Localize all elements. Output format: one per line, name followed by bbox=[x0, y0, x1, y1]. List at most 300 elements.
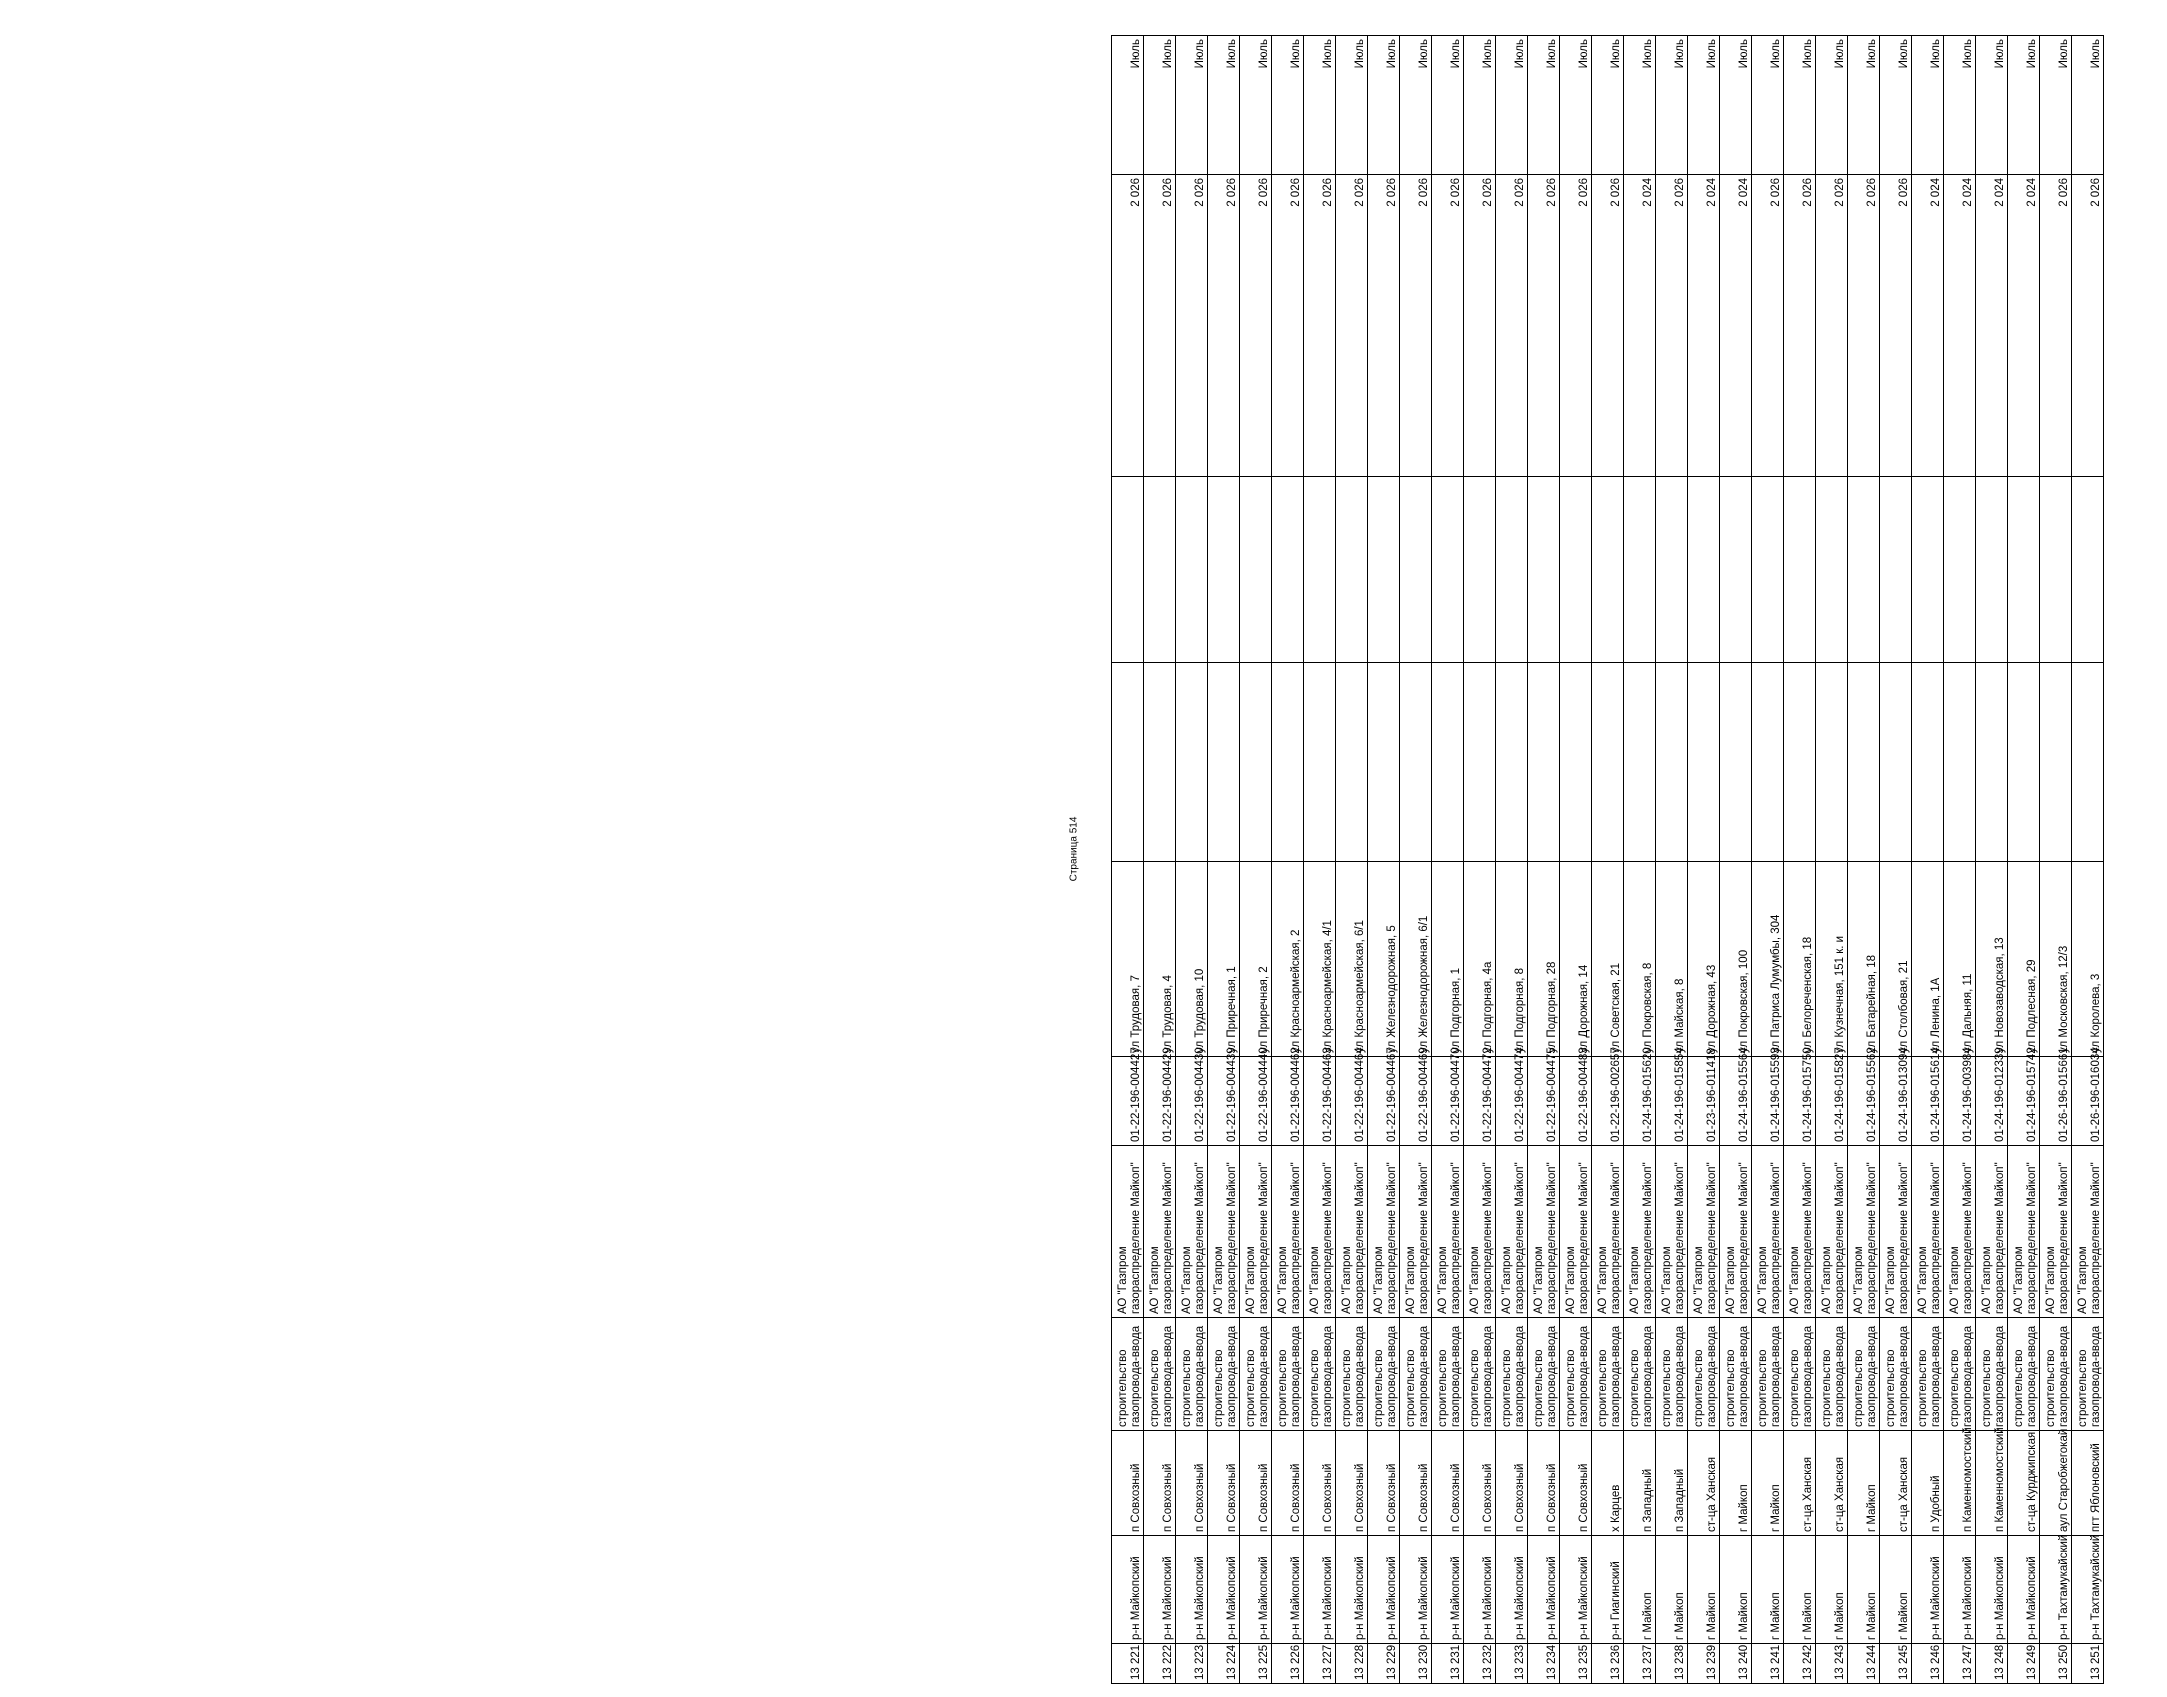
month-cell: Июль bbox=[1176, 36, 1208, 175]
page-number: Страница 514 bbox=[1068, 816, 1080, 882]
object-code-cell: 01-22-196-004474 bbox=[1496, 1057, 1528, 1146]
work-type-cell-line: строительство bbox=[1565, 1349, 1577, 1427]
district-cell: г Майкоп bbox=[1848, 1536, 1880, 1644]
work-type-cell-line: строительство bbox=[1245, 1349, 1257, 1427]
empty-cell bbox=[1368, 477, 1400, 663]
table-row bbox=[2008, 36, 2040, 1684]
table-row bbox=[1144, 36, 1176, 1684]
locality-cell: п Совхозный bbox=[1304, 1431, 1336, 1536]
empty-cell bbox=[1624, 477, 1656, 663]
organization-cell bbox=[1720, 1146, 1752, 1318]
address-cell: ул Подгорная, 1 bbox=[1432, 862, 1464, 1057]
table-row bbox=[1496, 36, 1528, 1684]
work-type-cell-line: строительство bbox=[1405, 1349, 1417, 1427]
district-cell: г Майкоп bbox=[1880, 1536, 1912, 1644]
object-code-cell: 01-24-196-015564 bbox=[1720, 1057, 1752, 1146]
object-code-cell: 01-22-196-004462 bbox=[1272, 1057, 1304, 1146]
organization-cell bbox=[1368, 1146, 1400, 1318]
object-code-cell: 01-24-196-015854 bbox=[1656, 1057, 1688, 1146]
work-type-cell-line: строительство bbox=[1469, 1349, 1481, 1427]
month-cell: Июль bbox=[2008, 36, 2040, 175]
table-row bbox=[1528, 36, 1560, 1684]
year-cell: 2 026 bbox=[1368, 175, 1400, 477]
year-cell: 2 026 bbox=[1560, 175, 1592, 477]
row-number: 13 250 bbox=[2040, 1644, 2072, 1684]
organization-cell bbox=[1528, 1146, 1560, 1318]
locality-cell: п Совхозный bbox=[1240, 1431, 1272, 1536]
work-type-cell-line: строительство bbox=[1885, 1349, 1897, 1427]
empty-cell bbox=[1432, 663, 1464, 862]
address-cell: ул Трудовая, 4 bbox=[1144, 862, 1176, 1057]
work-type-cell-line: строительство bbox=[1437, 1349, 1449, 1427]
work-type-cell bbox=[1848, 1318, 1880, 1431]
address-cell: ул Красноармейская, 6/1 bbox=[1336, 862, 1368, 1057]
work-type-cell-line: строительство bbox=[2013, 1349, 2025, 1427]
organization-cell-line: АО "Газпром bbox=[1757, 1246, 1769, 1314]
table-row bbox=[1592, 36, 1624, 1684]
empty-cell bbox=[1688, 477, 1720, 663]
row-number: 13 249 bbox=[2008, 1644, 2040, 1684]
locality-cell: ст-ца Ханская bbox=[1784, 1431, 1816, 1536]
table-row bbox=[2040, 36, 2072, 1684]
locality-cell: п Западный bbox=[1656, 1431, 1688, 1536]
row-number: 13 229 bbox=[1368, 1644, 1400, 1684]
empty-cell bbox=[1720, 663, 1752, 862]
object-code-cell: 01-24-196-015620 bbox=[1624, 1057, 1656, 1146]
table-row bbox=[1752, 36, 1784, 1684]
address-cell: ул Майская, 8 bbox=[1656, 862, 1688, 1057]
empty-cell bbox=[1400, 477, 1432, 663]
row-number: 13 221 bbox=[1112, 1644, 1144, 1684]
work-type-cell-line: газопровода-ввода bbox=[1386, 1325, 1398, 1427]
table-row bbox=[1208, 36, 1240, 1684]
table-row bbox=[1720, 36, 1752, 1684]
organization-cell-line: газораспределение Майкоп" bbox=[1290, 1162, 1302, 1314]
table-row bbox=[1816, 36, 1848, 1684]
object-code-cell: 01-22-196-004472 bbox=[1464, 1057, 1496, 1146]
empty-cell bbox=[1912, 663, 1944, 862]
object-code-cell: 01-22-196-004470 bbox=[1432, 1057, 1464, 1146]
address-cell: ул Железнодорожная, 5 bbox=[1368, 862, 1400, 1057]
empty-cell bbox=[1784, 663, 1816, 862]
empty-cell bbox=[1592, 663, 1624, 862]
work-type-cell bbox=[1912, 1318, 1944, 1431]
month-cell: Июль bbox=[1848, 36, 1880, 175]
month-cell: Июль bbox=[1464, 36, 1496, 175]
table-row bbox=[1976, 36, 2008, 1684]
organization-cell-line: АО "Газпром bbox=[1661, 1246, 1673, 1314]
locality-cell: п Совхозный bbox=[1112, 1431, 1144, 1536]
object-code-cell: 01-22-196-004439 bbox=[1208, 1057, 1240, 1146]
year-cell: 2 026 bbox=[1816, 175, 1848, 477]
work-type-cell bbox=[2040, 1318, 2072, 1431]
organization-cell-line: АО "Газпром bbox=[1533, 1246, 1545, 1314]
empty-cell bbox=[1176, 477, 1208, 663]
organization-cell bbox=[1336, 1146, 1368, 1318]
district-cell: р-н Майкопский bbox=[1464, 1536, 1496, 1644]
table-row bbox=[2072, 36, 2104, 1684]
object-code-cell: 01-22-196-004429 bbox=[1144, 1057, 1176, 1146]
locality-cell: п Совхозный bbox=[1528, 1431, 1560, 1536]
row-number: 13 222 bbox=[1144, 1644, 1176, 1684]
address-cell: ул Ленина, 1А bbox=[1912, 862, 1944, 1057]
year-cell: 2 024 bbox=[1720, 175, 1752, 477]
year-cell: 2 024 bbox=[1688, 175, 1720, 477]
work-type-cell-line: газопровода-ввода bbox=[1258, 1325, 1270, 1427]
object-code-cell: 01-26-196-015661 bbox=[2040, 1057, 2072, 1146]
row-number: 13 226 bbox=[1272, 1644, 1304, 1684]
work-type-cell-line: газопровода-ввода bbox=[1418, 1325, 1430, 1427]
object-code-cell: 01-22-196-004464 bbox=[1336, 1057, 1368, 1146]
organization-cell-line: газораспределение Майкоп" bbox=[1514, 1162, 1526, 1314]
organization-cell-line: АО "Газпром bbox=[1373, 1246, 1385, 1314]
empty-cell bbox=[1176, 663, 1208, 862]
organization-cell-line: АО "Газпром bbox=[1789, 1246, 1801, 1314]
organization-cell-line: газораспределение Майкоп" bbox=[1642, 1162, 1654, 1314]
district-cell: р-н Майкопский bbox=[1496, 1536, 1528, 1644]
organization-cell-line: газораспределение Майкоп" bbox=[1706, 1162, 1718, 1314]
address-cell: ул Дорожная, 14 bbox=[1560, 862, 1592, 1057]
year-cell: 2 026 bbox=[1112, 175, 1144, 477]
address-cell: ул Приречная, 2 bbox=[1240, 862, 1272, 1057]
district-cell: г Майкоп bbox=[1784, 1536, 1816, 1644]
organization-cell bbox=[1624, 1146, 1656, 1318]
district-cell: р-н Майкопский bbox=[1432, 1536, 1464, 1644]
work-type-cell-line: строительство bbox=[1661, 1349, 1673, 1427]
row-number: 13 238 bbox=[1656, 1644, 1688, 1684]
year-cell: 2 024 bbox=[1944, 175, 1976, 477]
object-code-cell: 01-26-196-016034 bbox=[2072, 1057, 2104, 1146]
district-cell: г Майкоп bbox=[1624, 1536, 1656, 1644]
empty-cell bbox=[1464, 663, 1496, 862]
locality-cell: п Совхозный bbox=[1496, 1431, 1528, 1536]
object-code-cell: 01-22-196-004463 bbox=[1304, 1057, 1336, 1146]
address-cell: ул Новозаводская, 13 bbox=[1976, 862, 2008, 1057]
empty-cell bbox=[1848, 663, 1880, 862]
month-cell: Июль bbox=[1208, 36, 1240, 175]
address-cell: ул Батарейная, 18 bbox=[1848, 862, 1880, 1057]
district-cell: р-н Майкопский bbox=[1368, 1536, 1400, 1644]
work-type-cell-line: строительство bbox=[1693, 1349, 1705, 1427]
month-cell: Июль bbox=[1688, 36, 1720, 175]
row-number: 13 224 bbox=[1208, 1644, 1240, 1684]
address-cell: ул Советская, 21 bbox=[1592, 862, 1624, 1057]
district-cell: р-н Майкопский bbox=[1240, 1536, 1272, 1644]
year-cell: 2 026 bbox=[1144, 175, 1176, 477]
empty-cell bbox=[1304, 663, 1336, 862]
organization-cell-line: АО "Газпром bbox=[1309, 1246, 1321, 1314]
table-row bbox=[1880, 36, 1912, 1684]
organization-cell bbox=[1816, 1146, 1848, 1318]
empty-cell bbox=[2008, 477, 2040, 663]
empty-cell bbox=[1208, 663, 1240, 862]
work-type-cell bbox=[1944, 1318, 1976, 1431]
work-type-cell bbox=[1144, 1318, 1176, 1431]
work-type-cell-line: строительство bbox=[1853, 1349, 1865, 1427]
row-number: 13 232 bbox=[1464, 1644, 1496, 1684]
work-type-cell-line: строительство bbox=[1629, 1349, 1641, 1427]
locality-cell: п Совхозный bbox=[1560, 1431, 1592, 1536]
row-number: 13 227 bbox=[1304, 1644, 1336, 1684]
work-type-cell bbox=[1336, 1318, 1368, 1431]
organization-cell-line: АО "Газпром bbox=[2013, 1246, 2025, 1314]
organization-cell-line: газораспределение Майкоп" bbox=[1386, 1162, 1398, 1314]
district-cell: р-н Майкопский bbox=[1144, 1536, 1176, 1644]
address-cell: ул Покровская, 100 bbox=[1720, 862, 1752, 1057]
row-number: 13 240 bbox=[1720, 1644, 1752, 1684]
year-cell: 2 026 bbox=[2040, 175, 2072, 477]
work-type-cell-line: строительство bbox=[1821, 1349, 1833, 1427]
work-type-cell-line: газопровода-ввода bbox=[1130, 1325, 1142, 1427]
organization-cell-line: газораспределение Майкоп" bbox=[1738, 1162, 1750, 1314]
month-cell: Июль bbox=[2040, 36, 2072, 175]
organization-cell bbox=[1112, 1146, 1144, 1318]
work-type-cell-line: строительство bbox=[1757, 1349, 1769, 1427]
organization-cell-line: газораспределение Майкоп" bbox=[1930, 1162, 1942, 1314]
district-cell: р-н Майкопский bbox=[1304, 1536, 1336, 1644]
work-type-cell-line: газопровода-ввода bbox=[1994, 1325, 2006, 1427]
organization-cell-line: газораспределение Майкоп" bbox=[1418, 1162, 1430, 1314]
year-cell: 2 026 bbox=[1432, 175, 1464, 477]
district-cell: р-н Майкопский bbox=[1336, 1536, 1368, 1644]
object-code-cell: 01-24-196-015614 bbox=[1912, 1057, 1944, 1146]
address-cell: ул Столбовая, 21 bbox=[1880, 862, 1912, 1057]
locality-cell: х Карцев bbox=[1592, 1431, 1624, 1536]
work-type-cell-line: газопровода-ввода bbox=[1322, 1325, 1334, 1427]
work-type-cell-line: строительство bbox=[1373, 1349, 1385, 1427]
organization-cell-line: газораспределение Майкоп" bbox=[1322, 1162, 1334, 1314]
rotated-page bbox=[1111, 36, 2167, 1684]
object-code-cell: 01-24-196-013094 bbox=[1880, 1057, 1912, 1146]
object-code-cell: 01-24-196-003984 bbox=[1944, 1057, 1976, 1146]
locality-cell: ст-ца Курджипская bbox=[2008, 1431, 2040, 1536]
row-number: 13 228 bbox=[1336, 1644, 1368, 1684]
empty-cell bbox=[1112, 663, 1144, 862]
empty-cell bbox=[1816, 477, 1848, 663]
empty-cell bbox=[1912, 477, 1944, 663]
month-cell: Июль bbox=[1624, 36, 1656, 175]
organization-cell-line: АО "Газпром bbox=[1213, 1246, 1225, 1314]
district-cell: р-н Гиагинский bbox=[1592, 1536, 1624, 1644]
table-row bbox=[1400, 36, 1432, 1684]
year-cell: 2 026 bbox=[1848, 175, 1880, 477]
table-row bbox=[1240, 36, 1272, 1684]
month-cell: Июль bbox=[1432, 36, 1464, 175]
organization-cell-line: газораспределение Майкоп" bbox=[1450, 1162, 1462, 1314]
organization-cell-line: газораспределение Майкоп" bbox=[1258, 1162, 1270, 1314]
organization-cell-line: газораспределение Майкоп" bbox=[1770, 1162, 1782, 1314]
month-cell: Июль bbox=[1272, 36, 1304, 175]
locality-cell: ст-ца Ханская bbox=[1816, 1431, 1848, 1536]
organization-cell bbox=[1240, 1146, 1272, 1318]
organization-cell bbox=[1944, 1146, 1976, 1318]
locality-cell: г Майкоп bbox=[1720, 1431, 1752, 1536]
work-type-cell bbox=[1656, 1318, 1688, 1431]
work-type-cell-line: газопровода-ввода bbox=[2058, 1325, 2070, 1427]
empty-cell bbox=[1592, 477, 1624, 663]
work-type-cell-line: газопровода-ввода bbox=[1482, 1325, 1494, 1427]
locality-cell: п Совхозный bbox=[1432, 1431, 1464, 1536]
work-type-cell bbox=[1560, 1318, 1592, 1431]
work-type-cell bbox=[1752, 1318, 1784, 1431]
row-number: 13 231 bbox=[1432, 1644, 1464, 1684]
empty-cell bbox=[1656, 477, 1688, 663]
locality-cell: ст-ца Ханская bbox=[1880, 1431, 1912, 1536]
empty-cell bbox=[1880, 477, 1912, 663]
empty-cell bbox=[1880, 663, 1912, 862]
organization-cell-line: АО "Газпром bbox=[1277, 1246, 1289, 1314]
table-row bbox=[1336, 36, 1368, 1684]
work-type-cell-line: газопровода-ввода bbox=[1898, 1325, 1910, 1427]
organization-cell-line: АО "Газпром bbox=[1501, 1246, 1513, 1314]
month-cell: Июль bbox=[1976, 36, 2008, 175]
row-number: 13 243 bbox=[1816, 1644, 1848, 1684]
organization-cell-line: газораспределение Майкоп" bbox=[1482, 1162, 1494, 1314]
work-type-cell-line: газопровода-ввода bbox=[1866, 1325, 1878, 1427]
year-cell: 2 026 bbox=[2072, 175, 2104, 477]
work-type-cell-line: газопровода-ввода bbox=[1962, 1325, 1974, 1427]
organization-cell-line: АО "Газпром bbox=[1853, 1246, 1865, 1314]
month-cell: Июль bbox=[1880, 36, 1912, 175]
work-type-cell-line: строительство bbox=[1917, 1349, 1929, 1427]
address-cell: ул Патриса Лумумбы, 304 bbox=[1752, 862, 1784, 1057]
empty-cell bbox=[1752, 663, 1784, 862]
work-type-cell bbox=[1784, 1318, 1816, 1431]
organization-cell bbox=[1496, 1146, 1528, 1318]
work-type-cell-line: строительство bbox=[1181, 1349, 1193, 1427]
organization-cell-line: газораспределение Майкоп" bbox=[1162, 1162, 1174, 1314]
object-code-cell: 01-24-196-015562 bbox=[1848, 1057, 1880, 1146]
work-type-cell-line: строительство bbox=[1213, 1349, 1225, 1427]
organization-cell bbox=[1784, 1146, 1816, 1318]
row-number: 13 241 bbox=[1752, 1644, 1784, 1684]
organization-cell-line: газораспределение Майкоп" bbox=[2026, 1162, 2038, 1314]
row-number: 13 235 bbox=[1560, 1644, 1592, 1684]
organization-cell-line: АО "Газпром bbox=[1821, 1246, 1833, 1314]
table-row bbox=[1624, 36, 1656, 1684]
address-cell: ул Трудовая, 10 bbox=[1176, 862, 1208, 1057]
work-type-cell bbox=[1880, 1318, 1912, 1431]
locality-cell: аул Старобжегокай bbox=[2040, 1431, 2072, 1536]
object-code-cell: 01-24-196-015593 bbox=[1752, 1057, 1784, 1146]
address-cell: ул Красноармейская, 2 bbox=[1272, 862, 1304, 1057]
organization-cell-line: АО "Газпром bbox=[2077, 1246, 2089, 1314]
address-cell: ул Московская, 12/3 bbox=[2040, 862, 2072, 1057]
address-cell: ул Подгорная, 4а bbox=[1464, 862, 1496, 1057]
year-cell: 2 026 bbox=[1464, 175, 1496, 477]
row-number: 13 247 bbox=[1944, 1644, 1976, 1684]
month-cell: Июль bbox=[1400, 36, 1432, 175]
district-cell: р-н Майкопский bbox=[2008, 1536, 2040, 1644]
work-type-cell-line: газопровода-ввода bbox=[1226, 1325, 1238, 1427]
work-type-cell bbox=[1304, 1318, 1336, 1431]
object-code-cell: 01-22-196-004427 bbox=[1112, 1057, 1144, 1146]
empty-cell bbox=[1304, 477, 1336, 663]
work-type-cell-line: строительство bbox=[1501, 1349, 1513, 1427]
organization-cell-line: АО "Газпром bbox=[2045, 1246, 2057, 1314]
work-type-cell-line: строительство bbox=[1597, 1349, 1609, 1427]
year-cell: 2 024 bbox=[2008, 175, 2040, 477]
work-type-cell bbox=[1112, 1318, 1144, 1431]
year-cell: 2 024 bbox=[1624, 175, 1656, 477]
work-type-cell-line: строительство bbox=[1981, 1349, 1993, 1427]
data-table bbox=[1111, 35, 2104, 1684]
month-cell: Июль bbox=[1912, 36, 1944, 175]
empty-cell bbox=[2040, 477, 2072, 663]
row-number: 13 230 bbox=[1400, 1644, 1432, 1684]
row-number: 13 251 bbox=[2072, 1644, 2104, 1684]
locality-cell: г Майкоп bbox=[1752, 1431, 1784, 1536]
organization-cell bbox=[1752, 1146, 1784, 1318]
address-cell: ул Дорожная, 43 bbox=[1688, 862, 1720, 1057]
object-code-cell: 01-22-196-004475 bbox=[1528, 1057, 1560, 1146]
month-cell: Июль bbox=[1144, 36, 1176, 175]
empty-cell bbox=[1368, 663, 1400, 862]
object-code-cell: 01-24-196-015827 bbox=[1816, 1057, 1848, 1146]
district-cell: р-н Тахтамукайский bbox=[2040, 1536, 2072, 1644]
empty-cell bbox=[1144, 477, 1176, 663]
month-cell: Июль bbox=[1720, 36, 1752, 175]
work-type-cell bbox=[1624, 1318, 1656, 1431]
empty-cell bbox=[1240, 477, 1272, 663]
organization-cell bbox=[1912, 1146, 1944, 1318]
month-cell: Июль bbox=[2072, 36, 2104, 175]
district-cell: р-н Майкопский bbox=[1208, 1536, 1240, 1644]
empty-cell bbox=[2040, 663, 2072, 862]
empty-cell bbox=[1144, 663, 1176, 862]
work-type-cell-line: строительство bbox=[1789, 1349, 1801, 1427]
empty-cell bbox=[1720, 477, 1752, 663]
organization-cell bbox=[1976, 1146, 2008, 1318]
row-number: 13 242 bbox=[1784, 1644, 1816, 1684]
organization-cell-line: газораспределение Майкоп" bbox=[1802, 1162, 1814, 1314]
organization-cell-line: АО "Газпром bbox=[1565, 1246, 1577, 1314]
empty-cell bbox=[1528, 477, 1560, 663]
row-number: 13 233 bbox=[1496, 1644, 1528, 1684]
work-type-cell bbox=[1464, 1318, 1496, 1431]
empty-cell bbox=[2008, 663, 2040, 862]
work-type-cell-line: газопровода-ввода bbox=[1738, 1325, 1750, 1427]
organization-cell-line: газораспределение Майкоп" bbox=[1130, 1162, 1142, 1314]
work-type-cell-line: строительство bbox=[2045, 1349, 2057, 1427]
empty-cell bbox=[1624, 663, 1656, 862]
work-type-cell bbox=[1400, 1318, 1432, 1431]
row-number: 13 248 bbox=[1976, 1644, 2008, 1684]
organization-cell bbox=[1208, 1146, 1240, 1318]
organization-cell bbox=[2040, 1146, 2072, 1318]
work-type-cell-line: газопровода-ввода bbox=[1354, 1325, 1366, 1427]
locality-cell: п Удобный bbox=[1912, 1431, 1944, 1536]
locality-cell: пгт Яблоновский bbox=[2072, 1431, 2104, 1536]
table-row bbox=[1464, 36, 1496, 1684]
object-code-cell: 01-22-196-004467 bbox=[1368, 1057, 1400, 1146]
year-cell: 2 024 bbox=[1912, 175, 1944, 477]
address-cell: ул Кузнечная, 151 к. и bbox=[1816, 862, 1848, 1057]
month-cell: Июль bbox=[1112, 36, 1144, 175]
empty-cell bbox=[1240, 663, 1272, 862]
row-number: 13 246 bbox=[1912, 1644, 1944, 1684]
address-cell: ул Красноармейская, 4/1 bbox=[1304, 862, 1336, 1057]
work-type-cell-line: строительство bbox=[1117, 1349, 1129, 1427]
work-type-cell bbox=[1496, 1318, 1528, 1431]
work-type-cell-line: строительство bbox=[2077, 1349, 2089, 1427]
organization-cell bbox=[1464, 1146, 1496, 1318]
organization-cell-line: АО "Газпром bbox=[1341, 1246, 1353, 1314]
locality-cell: п Западный bbox=[1624, 1431, 1656, 1536]
organization-cell-line: АО "Газпром bbox=[1917, 1246, 1929, 1314]
work-type-cell bbox=[1688, 1318, 1720, 1431]
year-cell: 2 026 bbox=[1656, 175, 1688, 477]
